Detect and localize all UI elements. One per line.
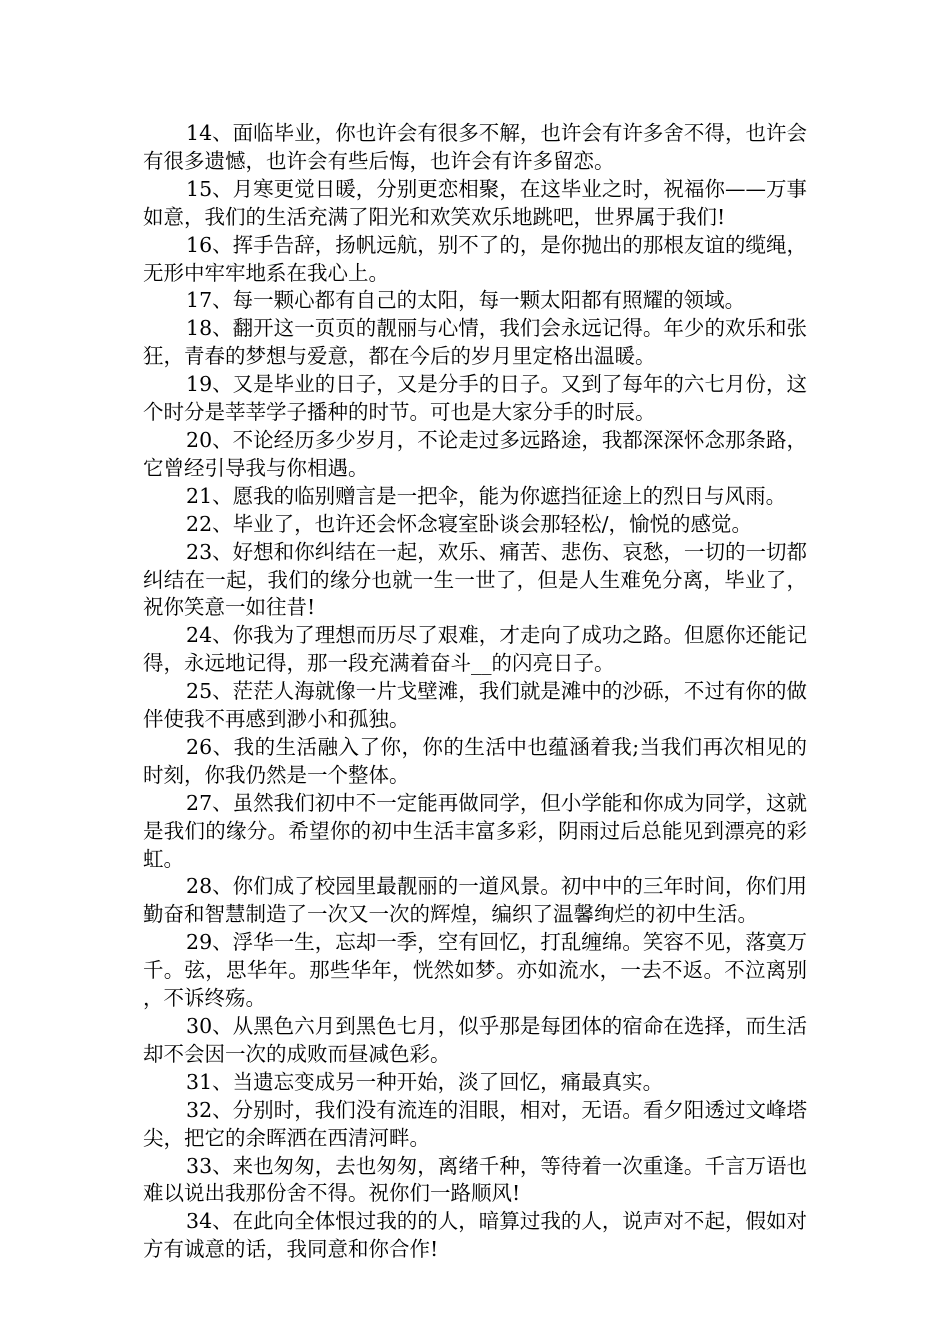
paragraph-34: 34、在此向全体恨过我的的人，暗算过我的人，说声对不起，假如对方有诚意的话，我同意和你合作!: [143, 1209, 807, 1262]
paragraph-17: 17、每一颗心都有自己的太阳，每一颗太阳都有照耀的领域。: [186, 288, 746, 313]
paragraph-22: 22、毕业了，也许还会怀念寝室卧谈会那轻松/，愉悦的感觉。: [186, 511, 753, 536]
paragraph-25: 25、茫茫人海就像一片戈壁滩，我们就是滩中的沙砾，不过有你的做伴使我不再感到渺小和孤独。: [143, 679, 807, 732]
paragraph-23: 23、好想和你纠结在一起，欢乐、痛苦、悲伤、哀愁，一切的一切都纠结在一起，我们的缘分也就一生一世了，但是人生难免分离，毕业了，祝你笑意一如往昔!: [143, 539, 807, 620]
paragraph-26: 26、我的生活融入了你，你的生活中也蕴涵着我;当我们再次相见的时刻，你我仍然是一个整体。: [143, 734, 807, 787]
paragraph-29: 29、浮华一生，忘却一季，空有回忆，打乱缠绵。笑容不见，落寞万千。弦，思华年。那些华年，恍然如梦。亦如流水，一去不返。不泣离别，不诉终殇。: [143, 930, 807, 1011]
paragraph-16: 16、挥手告辞，扬帆远航，别不了的，是你抛出的那根友谊的缆绳，无形中牢牢地系在我心上。: [143, 232, 807, 285]
paragraph-28: 28、你们成了校园里最靓丽的一道风景。初中中的三年时间，你们用勤奋和智慧制造了一次又一次的辉煌，编织了温馨绚烂的初中生活。: [143, 874, 807, 927]
document-body: [143, 120, 807, 1264]
paragraph-15: 15、月寒更觉日暖，分别更恋相聚，在这毕业之时，祝福你——万事如意，我们的生活充满了阳光和欢笑欢乐地跳吧，世界属于我们!: [143, 176, 807, 229]
paragraph-24: 24、你我为了理想而历尽了艰难，才走向了成功之路。但愿你还能记得，永远地记得，那一段充满着奋斗__的闪亮日子。: [143, 623, 807, 676]
paragraph-14: 14、面临毕业，你也许会有很多不解，也许会有许多舍不得，也许会有很多遗憾，也许会有些后悔，也许会有许多留恋。: [143, 121, 807, 173]
paragraph-20: 20、不论经历多少岁月，不论走过多远路途，我都深深怀念那条路，它曾经引导我与你相遇。: [143, 427, 807, 480]
paragraph-18: 18、翻开这一页页的靓丽与心情，我们会永远记得。年少的欢乐和张狂，青春的梦想与爱意，都在今后的岁月里定格出温暖。: [143, 316, 807, 369]
paragraph-27: 27、虽然我们初中不一定能再做同学，但小学能和你成为同学，这就是我们的缘分。希望你的初中生活丰富多彩，阴雨过后总能见到漂亮的彩虹。: [143, 790, 807, 871]
paragraph-32: 32、分别时，我们没有流连的泪眼，相对，无语。看夕阳透过文峰塔尖，把它的余晖洒在西清河畔。: [143, 1097, 807, 1150]
paragraph-19: 19、又是毕业的日子，又是分手的日子。又到了每年的六七月份，这个时分是莘莘学子播种的时节。可也是大家分手的时辰。: [143, 372, 807, 425]
paragraph-21: 21、愿我的临别赠言是一把伞，能为你遮挡征途上的烈日与风雨。: [186, 483, 787, 508]
paragraph-30: 30、从黑色六月到黑色七月，似乎那是每团体的宿命在选择，而生活却不会因一次的成败而昼减色彩。: [143, 1014, 807, 1066]
paragraph-31: 31、当遗忘变成另一种开始，淡了回忆，痛最真实。: [186, 1069, 664, 1094]
paragraph-33: 33、来也匆匆，去也匆匆，离绪千种，等待着一次重逢。千言万语也难以说出我那份舍不得。祝你们一路顺风!: [143, 1153, 807, 1206]
